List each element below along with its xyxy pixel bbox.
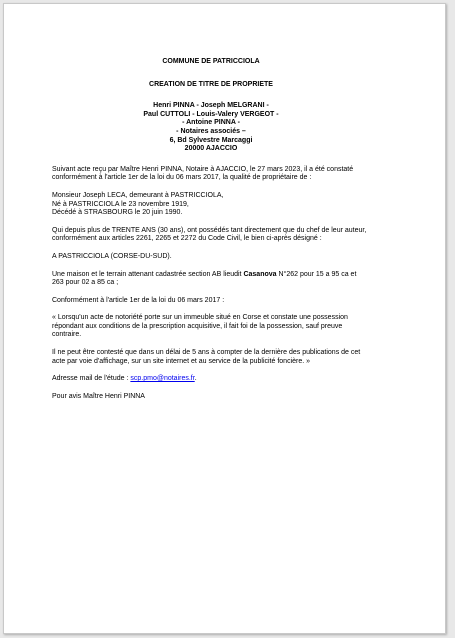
email-label: Adresse mail de l'étude :: [52, 375, 131, 383]
paragraph-line: Suivant acte reçu par Maître Henri PINNA, Notaire à AJACCIO, le 27 mars 2023, il a été constaté: [52, 165, 354, 173]
document-content: [52, 58, 370, 410]
paragraph-line: répondant aux conditions de la prescription acquisitive, il fait foi de la possession, sauf preuve: [52, 322, 343, 330]
email-suffix: .: [194, 375, 197, 383]
paragraph-line: Né à PASTRICCIOLA le 23 novembre 1919,: [52, 200, 189, 208]
notaires-line: - Notaires associés –: [176, 127, 246, 135]
paragraph-email: [52, 375, 370, 384]
notaires-line: Paul CUTTOLI - Louis-Valery VERGEOT -: [143, 110, 279, 118]
paragraph-line: Qui depuis plus de TRENTE ANS (30 ans), ont possédés tant directement que du chef de leur auteur,: [52, 226, 367, 234]
email-link[interactable]: scp.pmo@notaires.fr: [130, 375, 195, 383]
paragraph-line: Décédé à STRASBOURG le 20 juin 1990.: [52, 209, 183, 217]
commune-heading: COMMUNE DE PATRICCIOLA: [162, 58, 260, 65]
bien-text-post: N°262 pour 15 a 95 ca et: [276, 270, 357, 278]
paragraph-loi: Conformément à l'article 1er de la loi du 06 mars 2017 :: [52, 296, 225, 304]
paragraph-line: Il ne peut être contesté que dans un délai de 5 ans à compter de la dernière des publications de cet: [52, 349, 361, 357]
notaires-line: 6, Bd Sylvestre Marcaggi: [169, 136, 253, 144]
paragraph-proprietaire: [52, 192, 370, 218]
paragraph-bien: [52, 271, 370, 288]
paragraph-line: [52, 271, 370, 280]
paragraph-commune: A PASTRICCIOLA (CORSE-DU-SUD).: [52, 252, 172, 260]
notaires-line: 20000 AJACCIO: [184, 145, 238, 153]
paragraph-possession: [52, 227, 370, 244]
document-title: CREATION DE TITRE DE PROPRIETE: [149, 80, 273, 88]
paragraph-line: conformément aux articles 2261, 2265 et 2272 du Code Civil, le bien ci-après désigné :: [52, 235, 322, 243]
paragraph-line: 263 pour 02 a 85 ca ;: [52, 279, 119, 287]
paragraph-acte: [52, 166, 370, 183]
lieudit-name: Casanova: [243, 270, 277, 278]
notaires-block: [52, 102, 370, 154]
paragraph-line: conformément à l'article 1er de la loi du 06 mars 2017, la qualité de propriétaire de :: [52, 174, 312, 182]
paragraph-line: contraire.: [52, 331, 82, 339]
paragraph-citation: [52, 314, 370, 340]
paragraph-contestation: [52, 349, 370, 366]
paragraph-line: acte par voie d'affichage, sur un site internet et au service de la publicité foncière. »: [52, 357, 311, 365]
paragraph-line: Monsieur Joseph LECA, demeurant à PASTRICCIOLA,: [52, 191, 224, 199]
notaires-line: Henri PINNA - Joseph MELGRANI -: [153, 102, 269, 110]
document-page: [3, 3, 446, 634]
paragraph-line: « Lorsqu'un acte de notoriété porte sur un immeuble situé en Corse et constate une possession: [52, 314, 348, 322]
signature: Pour avis Maître Henri PINNA: [52, 392, 145, 400]
notaires-line: - Antoine PINNA -: [182, 119, 240, 127]
bien-text-pre: Une maison et le terrain attenant cadastrée section AB lieudit: [52, 270, 244, 278]
